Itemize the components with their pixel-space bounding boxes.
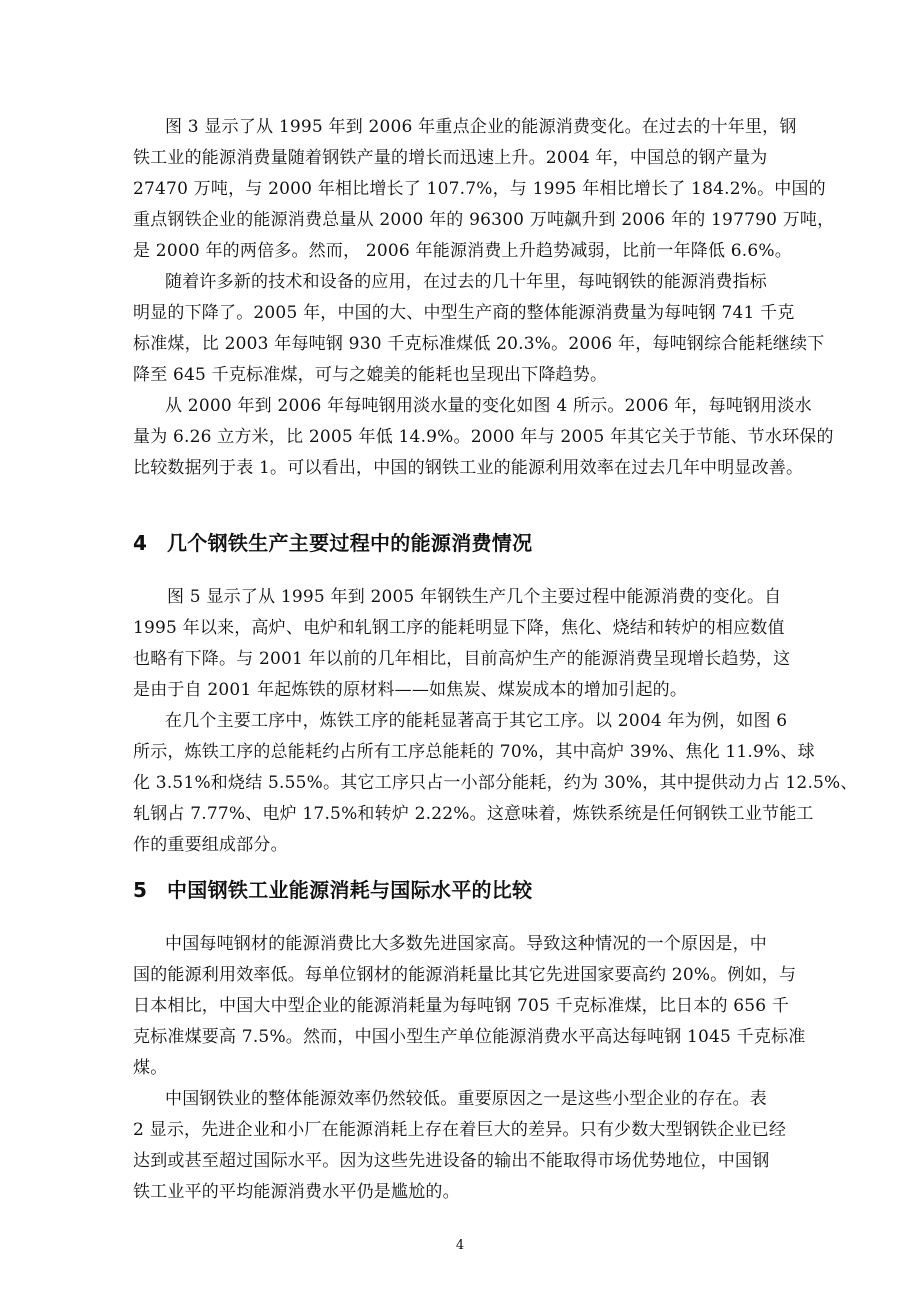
text-line: 27470 万吨，与 2000 年相比增长了 107.7%，与 1995 年相比增长了 184.2%。中国的 (133, 179, 826, 199)
section-number: 4 (133, 531, 148, 555)
text-line: 铁工业平的平均能源消费水平仍是尴尬的。 (133, 1182, 460, 1202)
section-4-heading (133, 530, 532, 556)
text-line: 是 2000 年的两倍多。然而， 2006 年能源消费上升趋势减弱，比前一年降低 6.6%。 (133, 241, 792, 261)
text-line: 达到或甚至超过国际水平。因为这些先进设备的输出不能取得市场优势地位，中国钢 (133, 1151, 770, 1171)
text-line: 图 5 显示了从 1995 年到 2005 年钢铁生产几个主要过程中能源消费的变化。自 (167, 587, 782, 607)
text-line: 比较数据列于表 1。可以看出，中国的钢铁工业的能源利用效率在过去几年中明显改善。 (133, 458, 804, 478)
text-line: 明显的下降了。2005 年，中国的大、中型生产商的整体能源消费量为每吨钢 741 千克 (133, 303, 795, 323)
text-line: 也略有下降。与 2001 年以前的几年相比，目前高炉生产的能源消费呈现增长趋势，这 (133, 649, 791, 669)
section-title: 几个钢铁生产主要过程中的能源消费情况 (167, 531, 533, 555)
text-line: 轧钢占 7.77%、电炉 17.5%和转炉 2.22%。这意味着，炼铁系统是任何钢铁工业节能工 (133, 804, 814, 824)
text-line: 煤。 (133, 1058, 168, 1078)
text-line: 量为 6.26 立方米，比 2005 年低 14.9%。2000 年与 2005 年其它关于节能、节水环保的 (133, 427, 834, 447)
text-line: 克标准煤要高 7.5%。然而，中国小型生产单位能源消费水平高达每吨钢 1045 千克标准 (133, 1027, 806, 1047)
text-line: 是由于自 2001 年起炼铁的原材料——如焦炭、煤炭成本的增加引起的。 (133, 680, 688, 700)
section-number: 5 (133, 878, 148, 902)
text-line: 中国每吨钢材的能源消费比大多数先进国家高。导致这种情况的一个原因是，中 (165, 934, 767, 954)
text-line: 从 2000 年到 2006 年每吨钢用淡水量的变化如图 4 所示。2006 年，每吨钢用淡水 (165, 396, 812, 416)
text-line: 随着许多新的技术和设备的应用，在过去的几十年里，每吨钢铁的能源消费指标 (165, 272, 767, 292)
text-line: 图 3 显示了从 1995 年到 2006 年重点企业的能源消费变化。在过去的十年里，钢 (165, 117, 797, 137)
text-line: 国的能源利用效率低。每单位钢材的能源消耗量比其它先进国家要高约 20%。例如，与 (133, 965, 797, 985)
section-title: 中国钢铁工业能源消耗与国际水平的比较 (167, 878, 533, 902)
text-line: 日本相比，中国大中型企业的能源消耗量为每吨钢 705 千克标准煤，比日本的 656 千 (133, 996, 790, 1016)
text-line: 在几个主要工序中，炼铁工序的能耗显著高于其它工序。以 2004 年为例，如图 6 (165, 711, 788, 731)
text-line: 1995 年以来，高炉、电炉和轧钢工序的能耗明显下降，焦化、烧结和转炉的相应数值 (133, 618, 785, 638)
text-line: 化 3.51%和烧结 5.55%。其它工序只占一小部分能耗，约为 30%，其中提供动力占 12.5%、 (133, 773, 858, 793)
text-line: 重点钢铁企业的能源消费总量从 2000 年的 96300 万吨飙升到 2006 年的 197790 万吨， (133, 210, 835, 230)
text-line: 降至 645 千克标准煤，可与之媲美的能耗也呈现出下降趋势。 (133, 365, 608, 385)
text-line: 铁工业的能源消费量随着钢铁产量的增长而迅速上升。2004 年，中国总的钢产量为 (133, 148, 768, 168)
page-number: 4 (455, 1238, 465, 1253)
text-line: 作的重要组成部分。 (133, 835, 288, 855)
text-line: 中国钢铁业的整体能源效率仍然较低。重要原因之一是这些小型企业的存在。表 (165, 1089, 767, 1109)
section-5-heading (133, 877, 532, 903)
text-line: 所示，炼铁工序的总能耗约占所有工序总能耗的 70%，其中高炉 39%、焦化 11.9%、球 (133, 742, 815, 762)
text-line: 标准煤，比 2003 年每吨钢 930 千克标准煤低 20.3%。2006 年，每吨钢综合能耗继续下 (133, 334, 825, 354)
text-line: 2 显示，先进企业和小厂在能源消耗上存在着巨大的差异。只有少数大型钢铁企业已经 (133, 1120, 787, 1140)
